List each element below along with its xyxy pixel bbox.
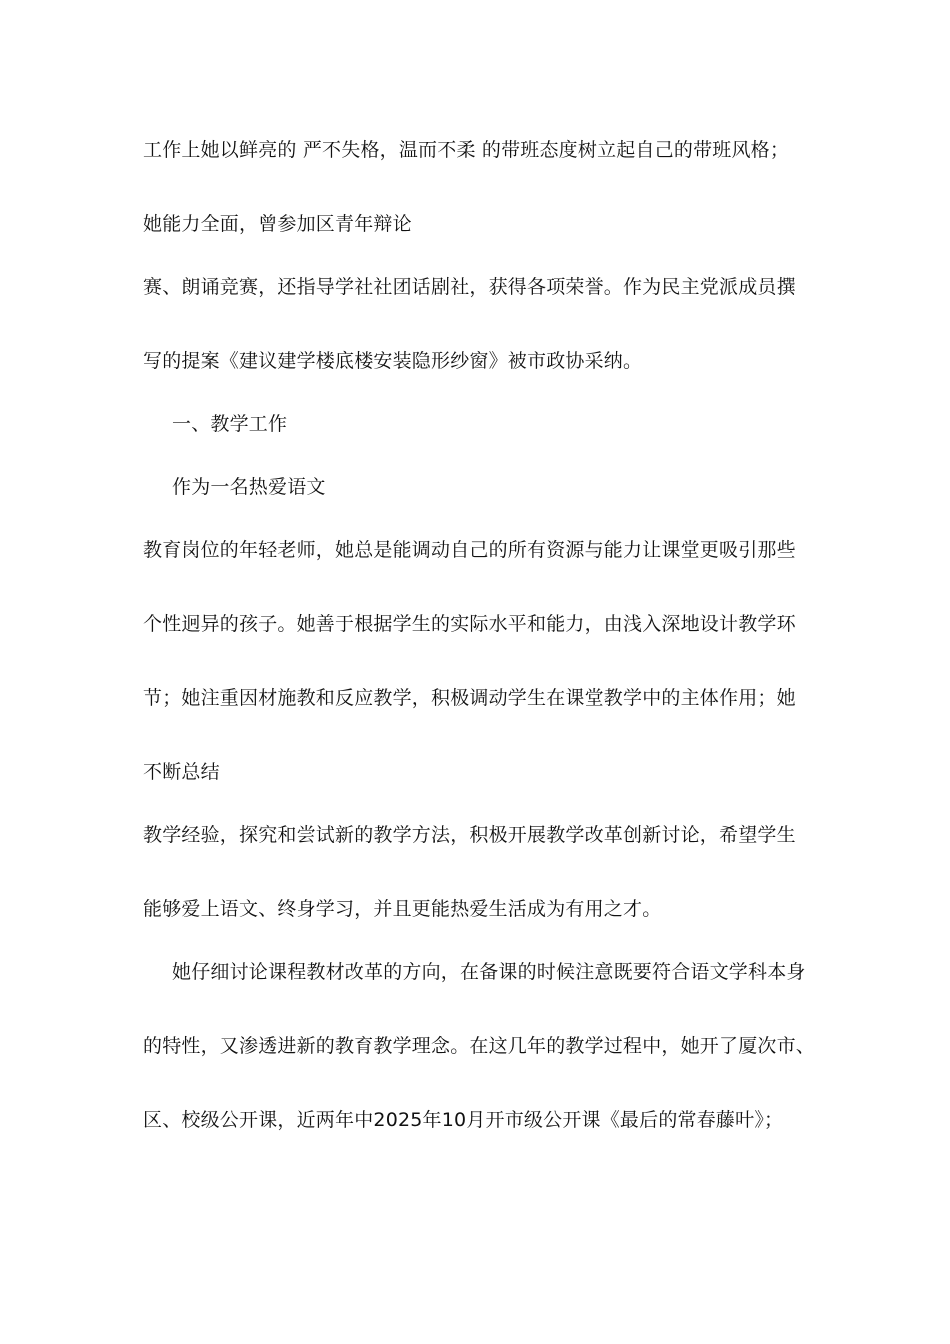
text-line: 的特性，又渗透进新的教育教学理念。在这几年的教学过程中，她开了厦次市、 (143, 1035, 816, 1057)
text-line: 她能力全面，曾参加区青年辩论 (143, 213, 412, 235)
text-line: 作为一名热爱语文 (172, 476, 326, 498)
text-line: 她仔细讨论课程教材改革的方向，在备课的时候注意既要符合语文学科本身 (172, 961, 806, 983)
text-line: 赛、朗诵竞赛，还指导学社社团话剧社，获得各项荣誉。作为民主党派成员撰 (143, 276, 796, 298)
text-line: 能够爱上语文、终身学习，并且更能热爱生活成为有用之才。 (143, 898, 662, 920)
text-line: 区、校级公开课，近两年中2025年10月开市级公开课《最后的常春藤叶》； (143, 1109, 784, 1131)
text-line: 工作上她以鲜亮的 严不失格，温而不柔 的带班态度树立起自己的带班风格； (143, 139, 790, 161)
section-heading: 一、教学工作 (172, 413, 288, 435)
text-line: 个性迥异的孩子。她善于根据学生的实际水平和能力，由浅入深地设计教学环 (143, 613, 796, 635)
text-line: 写的提案《建议建学楼底楼安装隐形纱窗》被市政协采纳。 (143, 350, 643, 372)
text-line: 节；她注重因材施教和反应教学，积极调动学生在课堂教学中的主体作用；她 (143, 687, 796, 709)
text-line: 教学经验，探究和尝试新的教学方法，积极开展教学改革创新讨论，希望学生 (143, 824, 796, 846)
text-line: 教育岗位的年轻老师，她总是能调动自己的所有资源与能力让课堂更吸引那些 (143, 539, 796, 561)
text-line: 不断总结 (143, 761, 220, 783)
